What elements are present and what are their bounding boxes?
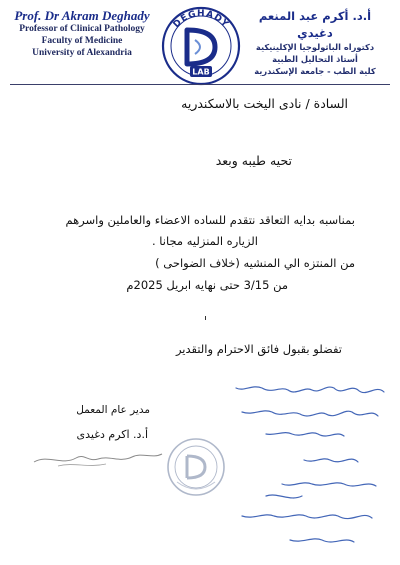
letterhead-en-line: University of Alexandria — [32, 48, 132, 58]
logo-bottom-text: LAB — [192, 67, 210, 77]
letterhead-ar-line: دكتوراه الباثولوجيا الإكلينيكية — [255, 42, 375, 53]
letterhead-en-line: Faculty of Medicine — [41, 36, 123, 47]
lab-seal-stamp — [165, 436, 227, 498]
letterhead-en-name: Prof. Dr Akram Deghady — [14, 8, 150, 23]
body-line: الزياره المنزليه مجانا . — [151, 234, 258, 248]
logo-top-text: DEGHADY — [171, 8, 231, 31]
closing-line: تفضلو بقبول فائق الاحترام والتقدير — [175, 342, 342, 356]
deghady-lab-logo — [157, 2, 245, 90]
letterhead-ar-line: كلية الطب - جامعة الإسكندرية — [254, 66, 376, 77]
svg-text:DEGHADY — [172, 9, 231, 30]
stray-mark — [205, 316, 206, 320]
letterhead-arabic — [240, 8, 390, 77]
greeting-line: تحيه طيبه وبعد — [215, 153, 292, 168]
handwritten-approval-note — [226, 378, 396, 558]
recipient-line: السادة / نادى اليخت بالاسكندريه — [181, 96, 348, 111]
signatory-title: مدير عام المعمل — [76, 404, 150, 416]
body-line: من المنتزه الي المنشيه (خلاف الضواحى ) — [155, 256, 355, 270]
body-line: بمناسبه بدايه التعاقد نتقدم للساده الاعضاء والعاملين واسرهم — [65, 213, 355, 227]
letterhead-en-line: Professor of Clinical Pathology — [19, 24, 145, 35]
letterhead-ar-line: أستاذ التحاليل الطبية — [272, 54, 358, 65]
body-line: من 3/15 حتى نهايه ابريل 2025م — [126, 278, 288, 292]
letterhead-ar-name: أ.د. أكرم عبد المنعم دغيدي — [258, 9, 372, 40]
letterhead-english — [12, 8, 152, 60]
letterhead-divider — [10, 84, 390, 85]
signature-scribble — [28, 432, 168, 472]
signatory-name: أ.د. اكرم دغيدى — [76, 428, 148, 441]
